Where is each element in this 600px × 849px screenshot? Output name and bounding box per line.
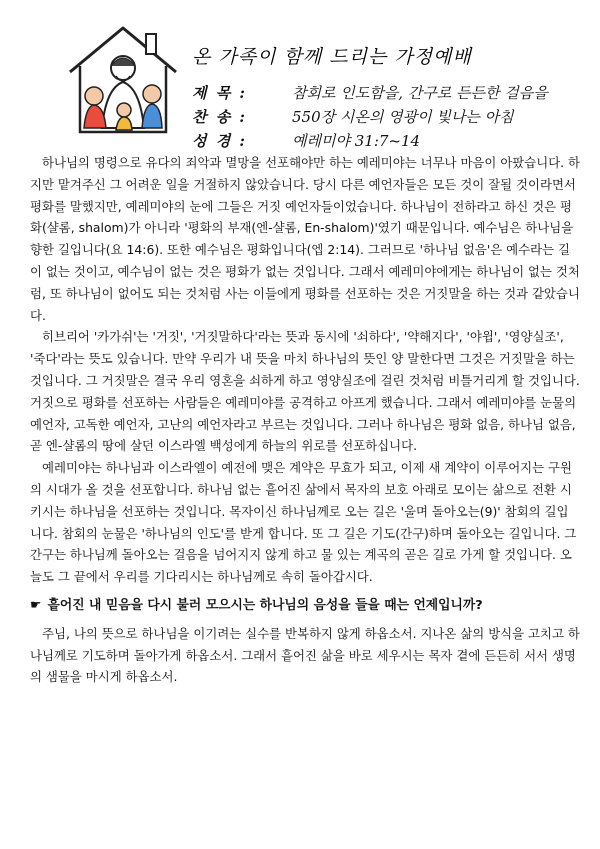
sermon-title-row — [192, 82, 548, 103]
hymn-row — [192, 106, 514, 127]
worship-title: 온 가족이 함께 드리는 가정예배 — [192, 46, 472, 68]
family-worship-logo — [62, 20, 184, 138]
question-text: 흩어진 내 믿음을 다시 불러 모으시는 하나님의 음성을 들을 때는 언제입니까? — [47, 597, 483, 613]
reflection-question — [30, 595, 580, 617]
worship-header — [62, 20, 562, 148]
scripture-label: 성 경 : — [192, 132, 247, 150]
hymn-value: 550장 시온의 영광이 빛나는 아침 — [292, 108, 514, 126]
paragraph-2: 히브리어 '카가쉬'는 '거짓', '거짓말하다'라는 뜻과 동시에 '쇠하다', '약해지다', '야윕', '영양실조', '죽다'라는 뜻도 있습니다. 만약 우리가 내 뜻을 마치 하나님의 뜻인 양 말한다면 그것은 거짓말을 하는 것입니다. 그 거짓말은 결국 우리 영혼을 쇠하게 하고 영양실조에 걸린 것처럼 비틀거리게 할 것입니다. 거짓으로 평화를 선포하는 사람들은 예레미야를 공격하고 아프게 했습니다. 그래서 예레미야를 눈물의 예언자, 고독한 예언자, 고난의 예언자라고 부르는 것입니다. 그러나 하나님은 평화 없음, 하나님 없음, 곧 엔-샬롬의 땅에 살던 이스라엘 백성에게 하늘의 위로를 선포하십니다. — [30, 329, 580, 454]
scripture-row — [192, 130, 420, 151]
closing-prayer: 주님, 나의 뜻으로 하나님을 이기려는 실수를 반복하지 않게 하옵소서. 지나온 삶의 방식을 고치고 하나님께로 기도하며 돌아가게 하옵소서. 그래서 흩어진 삶을 바로 세우시는 목자 곁에 든든히 서서 생명의 샘물을 마시게 하옵소서. — [30, 625, 580, 685]
pointing-hand-icon: ☛ — [30, 597, 42, 613]
sermon-title-label: 제 목 : — [192, 84, 247, 102]
devotional-body — [30, 152, 580, 688]
hymn-label: 찬 송 : — [192, 108, 247, 126]
paragraph-3: 예레미야는 하나님과 이스라엘이 예전에 맺은 계약은 무효가 되고, 이제 새 계약이 이루어지는 구원의 시대가 올 것을 선포합니다. 하나님 없는 흩어진 삶에서 목자의 보호 아래로 모이는 삶으로 전환 시키시는 하나님을 선포하는 것입니다. 목자이신 하나님께로 오는 길은 '울며 돌아오는(9)' 참회의 길입니다. 참회의 눈물은 '하나님의 인도'를 받게 합니다. 또 그 길은 기도(간구)하며 돌아오는 길입니다. 그 간구는 하나님께 돌아오는 걸음을 넘어지지 않게 하고 물 있는 계곡의 곧은 길로 가게 할 것입니다. 오늘도 그 끝에서 우리를 기다리시는 하나님께로 속히 돌아갑시다. — [30, 460, 577, 585]
sermon-title-value: 참회로 인도함을, 간구로 든든한 걸음을 — [292, 84, 548, 102]
scripture-value: 예레미야 31:7~14 — [292, 132, 421, 150]
paragraph-1: 하나님의 명령으로 유다의 죄악과 멸망을 선포해야만 하는 예레미야는 너무나 마음이 아팠습니다. 하지만 맡겨주신 그 어려운 일을 거절하지 않았습니다. 당시 다른 예언자들은 모든 것이 잘될 것이라면서 평화를 말했지만, 예레미야의 눈에 그들은 거짓 예언자들이었습니다. 하나님이 전하라고 하신 것은 평화(샬롬, shalom)가 아니라 '평화의 부재(엔-샬롬, En-shalom)'였기 때문입니다. 예수님은 하나님을 향한 길입니다(요 14:6). 또한 예수님은 평화입니다(엡 2:14). 그러므로 '하나님 없음'은 예수라는 길이 없는 것이고, 예수님이 없는 것은 평화가 없는 것입니다. 그래서 예레미야에게는 하나님이 없는 것처럼, 또 하나님이 없어도 되는 것처럼 사는 이들에게 평화를 선포하는 것은 거짓말을 하는 것과 같았습니다. — [30, 155, 581, 323]
